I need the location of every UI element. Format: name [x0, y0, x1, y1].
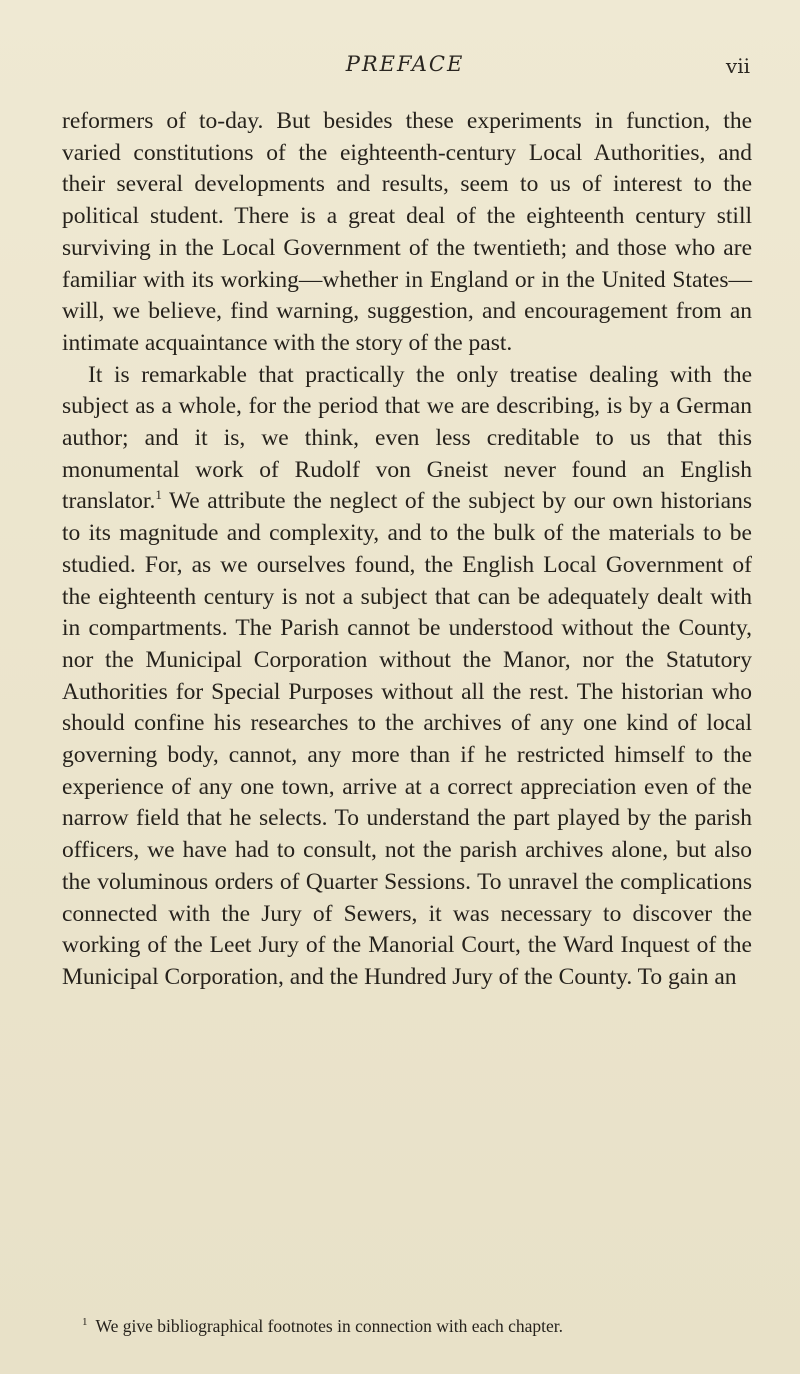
- page-number: vii: [725, 54, 750, 78]
- paragraph-2-before-note: It is remarkable that practically the only treatise dealing with the subject as a whole, for the period that we are describing, is by a German author; and it is, we think, even less creditable to us that this monumental work of Rudolf von Gneist never found an English translator.: [62, 361, 752, 515]
- paragraph-2: [62, 360, 752, 994]
- paragraph-1: reformers of to-day. But besides these experiments in function, the varied constitutions of the eighteenth-century Local Authorities, and their several developments and results, seem to us of interest to the political student. There is a great deal of the eighteenth century still surviving in the Local Government of the twentieth; and those who are familiar with its working—whether in England or in the United States—will, we believe, find warning, suggestion, and encouragement from an intimate acquaintance with the story of the past.: [62, 108, 752, 356]
- footnote-reference: 1: [155, 487, 162, 503]
- paragraph-2-after-note: We attribute the neglect of the subject by our own historians to its magnitude and complexity, and to the bulk of the materials to be studied. For, as we ourselves found, the English Local Government of the eighteenth century is not a subject that can be adequately dealt with in compartments. The Parish cannot be understood without the County, nor the Municipal Corporation without the Manor, nor the Statutory Authorities for Special Purposes without all the rest. The historian who should confine his researches to the archives of any one kind of local governing body, cannot, any more than if he restricted himself to the experience of any one town, arrive at a correct appreciation even of the narrow field that he selects. To understand the part played by the parish officers, we have had to consult, not the parish archives alone, but also the voluminous orders of Quarter Sessions. To unravel the complications connected with the Jury of Sewers, it was necessary to discover the working of the Leet Jury of the Manorial Court, the Ward Inquest of the Municipal Corporation, and the Hundred Jury of the County. To gain an: [62, 488, 752, 990]
- footnote: [82, 1316, 752, 1337]
- running-head: PREFACE: [345, 52, 465, 76]
- footnote-text: We give bibliographical footnotes in connection with each chapter.: [95, 1316, 564, 1336]
- page-header: [60, 52, 750, 84]
- body-text: [62, 106, 752, 994]
- footnote-marker: 1: [82, 1316, 88, 1329]
